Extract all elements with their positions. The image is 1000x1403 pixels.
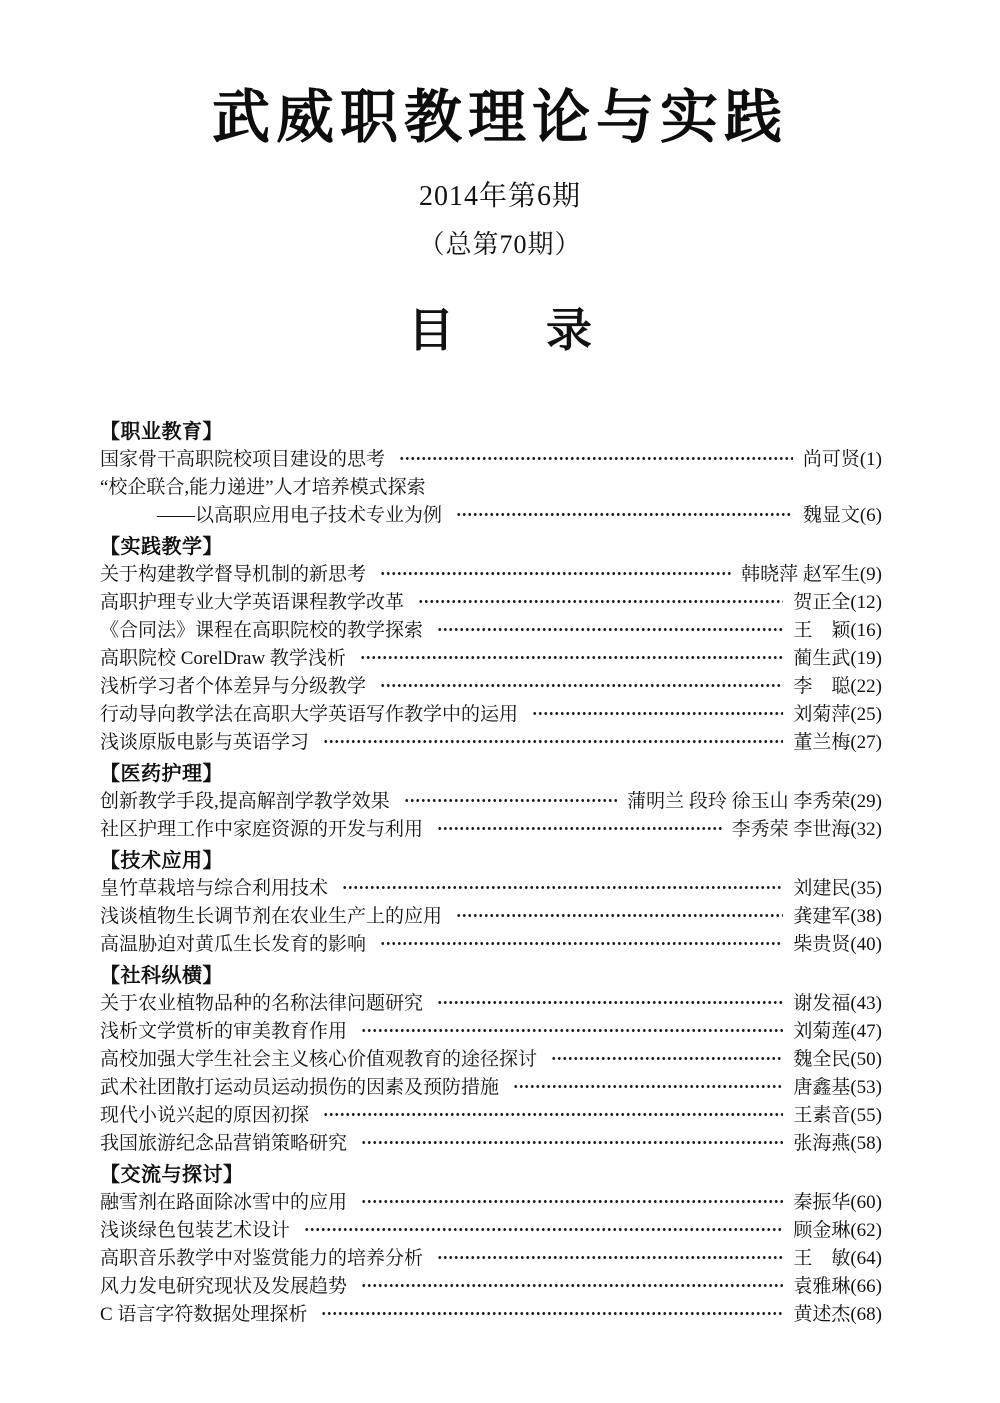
entry-page: (16) [850,619,882,641]
entry-title: 武术社团散打运动员运动损伤的因素及预防措施 [100,1076,500,1098]
entry-title: 浅谈原版电影与英语学习 [100,731,310,753]
dot-leader [380,941,783,946]
entry-authors: 黄述杰 [793,1303,851,1325]
entry-title: 关于构建教学督导机制的新思考 [100,563,367,585]
entry-authors: 魏全民 [793,1048,851,1070]
entry-authors: 贺正全 [793,591,851,613]
entry-title: 《合同法》课程在高职院校的教学探索 [100,619,424,641]
entry-title: 高校加强大学生社会主义核心价值观教育的途径探讨 [100,1048,538,1070]
dot-leader [361,1199,783,1204]
entry-title: 皇竹草栽培与综合利用技术 [100,877,329,899]
toc-entry [100,1215,882,1243]
entry-authors: 李 聪 [793,675,851,697]
entry-authors: 韩晓萍 赵军生 [741,563,860,585]
entry-page: (1) [859,448,882,470]
toc-entry [100,988,882,1016]
entry-authors: 柴贵贤 [793,933,851,955]
entry-page: (60) [850,1191,882,1213]
dot-leader [323,739,783,744]
toc-entry [100,587,882,615]
toc-entry [100,814,882,842]
entry-authors: 刘菊莲 [793,1020,851,1042]
dot-leader [361,1140,783,1145]
entry-title: 浅谈植物生长调节剂在农业生产上的应用 [100,905,443,927]
section-label: 【医药护理】 [100,763,223,786]
entry-authors: 魏显文 [802,504,860,526]
entry-page: (29) [850,790,882,812]
dot-leader [380,571,731,576]
entry-authors: 蔺生武 [793,647,851,669]
entry-page: (9) [859,563,882,585]
entry-page: (25) [850,703,882,725]
toc-entry [100,1044,882,1072]
dot-leader [437,1000,783,1005]
dot-leader [321,1311,783,1316]
dot-leader [418,599,783,604]
entry-page: (68) [850,1303,882,1325]
entry-authors: 刘菊萍 [793,703,851,725]
toc-entry [100,873,882,901]
toc-title: 目 录 [408,304,592,356]
entry-title: 社区护理工作中家庭资源的开发与利用 [100,818,424,840]
entry-page: (58) [850,1132,882,1154]
toc-entry [100,559,882,587]
entry-authors: 唐鑫基 [793,1076,851,1098]
entry-page: (40) [850,933,882,955]
entry-page: (35) [850,877,882,899]
entry-title: 高职音乐教学中对鉴赏能力的培养分析 [100,1247,424,1269]
dot-leader [380,683,783,688]
dot-leader [437,826,722,831]
toc-entry [100,1271,882,1299]
dot-leader [361,1283,783,1288]
entry-title: 高职院校 CorelDraw 教学浅析 [100,647,346,669]
entry-page: (6) [859,504,882,526]
entry-authors: 袁雅琳 [793,1275,851,1297]
entry-page: (27) [850,731,882,753]
entry-authors: 王素音 [793,1104,851,1126]
entry-page: (47) [850,1020,882,1042]
entry-title: 我国旅游纪念品营销策略研究 [100,1132,348,1154]
entry-page: (38) [850,905,882,927]
entry-title: 浅析文学赏析的审美教育作用 [100,1020,348,1042]
section-label: 【技术应用】 [100,850,223,873]
toc-entry [100,500,882,528]
entry-title: 国家骨干高职院校项目建设的思考 [100,448,386,470]
entry-authors: 李秀荣 李世海 [731,818,851,840]
dot-leader [399,456,793,461]
entry-page: (55) [850,1104,882,1126]
issue-line: 2014年第6期 [418,180,581,212]
entry-title: “校企联合,能力递进”人才培养模式探索 [100,476,426,498]
toc-entry [100,671,882,699]
toc-entry [100,727,882,755]
entry-page: (19) [850,647,882,669]
entry-title: 关于农业植物品种的名称法律问题研究 [100,992,424,1014]
section-label: 【交流与探讨】 [100,1164,244,1187]
entry-authors: 王 颖 [793,619,851,641]
entry-authors: 刘建民 [793,877,851,899]
entry-page: (43) [850,992,882,1014]
toc-entry [100,786,882,814]
toc-entry [100,699,882,727]
entry-authors: 谢发福 [793,992,851,1014]
dot-leader [551,1056,783,1061]
entry-title: 融雪剂在路面除冰雪中的应用 [100,1191,348,1213]
entry-page: (50) [850,1048,882,1070]
dot-leader [404,798,617,803]
dot-leader [361,1028,783,1033]
toc-entry [100,1299,882,1327]
entry-title: 浅析学习者个体差异与分级教学 [100,675,367,697]
entry-title: 高职护理专业大学英语课程教学改革 [100,591,405,613]
dot-leader [532,711,783,716]
entry-title: 创新教学手段,提高解剖学教学效果 [100,790,390,812]
entry-title: 行动导向教学法在高职大学英语写作教学中的运用 [100,703,519,725]
entry-authors: 蒲明兰 段玲 徐玉山 李秀荣 [627,790,851,812]
dot-leader [437,1255,783,1260]
entry-page: (22) [850,675,882,697]
entry-authors: 秦振华 [793,1191,851,1213]
toc-entry [100,615,882,643]
section-label: 【实践教学】 [100,536,223,559]
toc-entry-title-line [100,472,882,500]
dot-leader [323,1112,783,1117]
dot-leader [513,1084,783,1089]
entry-page: (64) [850,1247,882,1269]
entry-page: (32) [850,818,882,840]
entry-authors: 顾金琳 [793,1219,851,1241]
toc-entry [100,1187,882,1215]
entry-authors: 张海燕 [793,1132,851,1154]
section-label: 【社科纵横】 [100,965,223,988]
journal-title: 武威职教理论与实践 [211,85,788,150]
toc-entry [100,1100,882,1128]
entry-title: 浅谈绿色包装艺术设计 [100,1219,291,1241]
dot-leader [360,655,783,660]
toc-entry [100,1072,882,1100]
entry-title: 风力发电研究现状及发展趋势 [100,1275,348,1297]
dot-leader [456,913,783,918]
entry-title: 现代小说兴起的原因初探 [100,1104,310,1126]
dot-leader [304,1227,783,1232]
entry-title: ——以高职应用电子技术专业为例 [157,504,443,526]
toc-entry [100,444,882,472]
volume-line: （总第70期） [418,229,582,259]
entry-title: C 语言字符数据处理探析 [100,1303,308,1325]
entry-page: (12) [850,591,882,613]
toc-entry [100,643,882,671]
toc-entry [100,901,882,929]
entry-page: (66) [850,1275,882,1297]
entry-page: (62) [850,1219,882,1241]
dot-leader [456,512,793,517]
toc-entry [100,1016,882,1044]
dot-leader [437,627,783,632]
toc-entry [100,929,882,957]
section-label: 【职业教育】 [100,421,223,444]
entry-page: (53) [850,1076,882,1098]
entry-authors: 龚建军 [793,905,851,927]
toc-entry [100,1128,882,1156]
entry-authors: 王 敏 [793,1247,851,1269]
toc-entry [100,1243,882,1271]
entry-title: 高温胁迫对黄瓜生长发育的影响 [100,933,367,955]
entry-authors: 尚可贤 [802,448,860,470]
dot-leader [342,885,783,890]
toc-list [100,416,882,1327]
entry-authors: 董兰梅 [793,731,851,753]
